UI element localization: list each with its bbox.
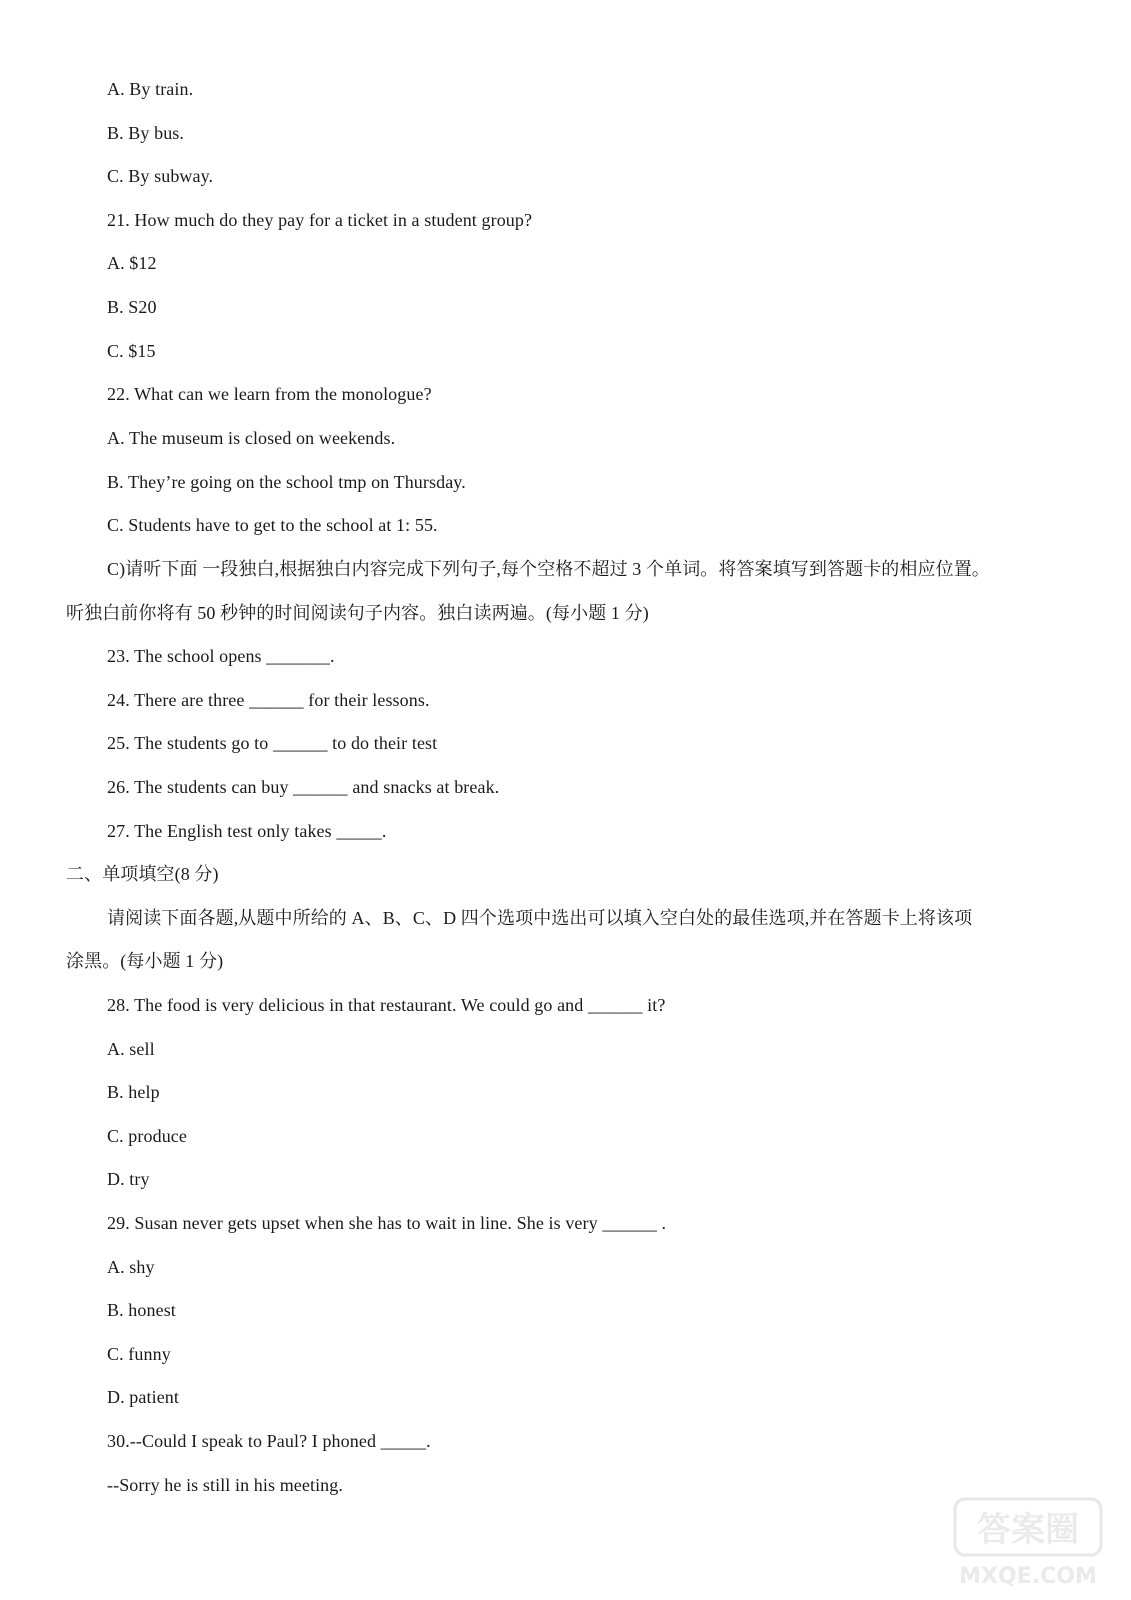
option-20-b: B. By bus. [107, 123, 185, 143]
watermark-text-top: 答案圈 [977, 1510, 1079, 1550]
question-29: 29. Susan never gets upset when she has to wait in line. She is very ______ . [107, 1213, 667, 1233]
option-22-c: C. Students have to get to the school at 1: 55. [107, 515, 438, 535]
option-21-b: B. S20 [107, 297, 157, 317]
section-c-instruction-cont: 听独白前你将有 50 秒钟的时间阅读句子内容。独白读两遍。(每小题 1 分) [66, 603, 649, 623]
question-25: 25. The students go to ______ to do their test [107, 733, 438, 753]
option-28-c: C. produce [107, 1126, 187, 1146]
option-29-d: D. patient [107, 1387, 179, 1407]
question-30: 30.--Could I speak to Paul? I phoned _____. [107, 1431, 431, 1451]
question-27: 27. The English test only takes _____. [107, 821, 387, 841]
watermark-logo [953, 1497, 1103, 1592]
question-23: 23. The school opens _______. [107, 646, 335, 666]
option-22-b: B. They’re going on the school tmp on Thursday. [107, 472, 466, 492]
section-c-instruction: C)请听下面 一段独白,根据独白内容完成下列句子,每个空格不超过 3 个单词。将答案填写到答题卡的相应位置。 [107, 559, 990, 579]
option-21-c: C. $15 [107, 341, 156, 361]
section-2-instruction: 请阅读下面各题,从题中所给的 A、B、C、D 四个选项中选出可以填入空白处的最佳选项,并在答题卡上将该项 [107, 908, 973, 928]
option-29-a: A. shy [107, 1257, 155, 1277]
section-2-instruction-cont: 涂黑。(每小题 1 分) [66, 951, 224, 971]
option-20-a: A. By train. [107, 79, 194, 99]
option-22-a: A. The museum is closed on weekends. [107, 428, 396, 448]
option-28-d: D. try [107, 1169, 150, 1189]
watermark-text-bottom: MXQE.COM [959, 1564, 1097, 1589]
question-22: 22. What can we learn from the monologue? [107, 384, 432, 404]
question-26: 26. The students can buy ______ and snacks at break. [107, 777, 500, 797]
option-29-c: C. funny [107, 1344, 171, 1364]
option-29-b: B. honest [107, 1300, 176, 1320]
option-28-b: B. help [107, 1082, 160, 1102]
question-21: 21. How much do they pay for a ticket in a student group? [107, 210, 533, 230]
option-21-a: A. $12 [107, 253, 157, 273]
option-20-c: C. By subway. [107, 166, 214, 186]
question-28: 28. The food is very delicious in that restaurant. We could go and ______ it? [107, 995, 666, 1015]
option-28-a: A. sell [107, 1039, 155, 1059]
question-24: 24. There are three ______ for their lessons. [107, 690, 430, 710]
question-30-reply: --Sorry he is still in his meeting. [107, 1475, 343, 1495]
section-heading-2: 二、单项填空(8 分) [66, 864, 219, 884]
